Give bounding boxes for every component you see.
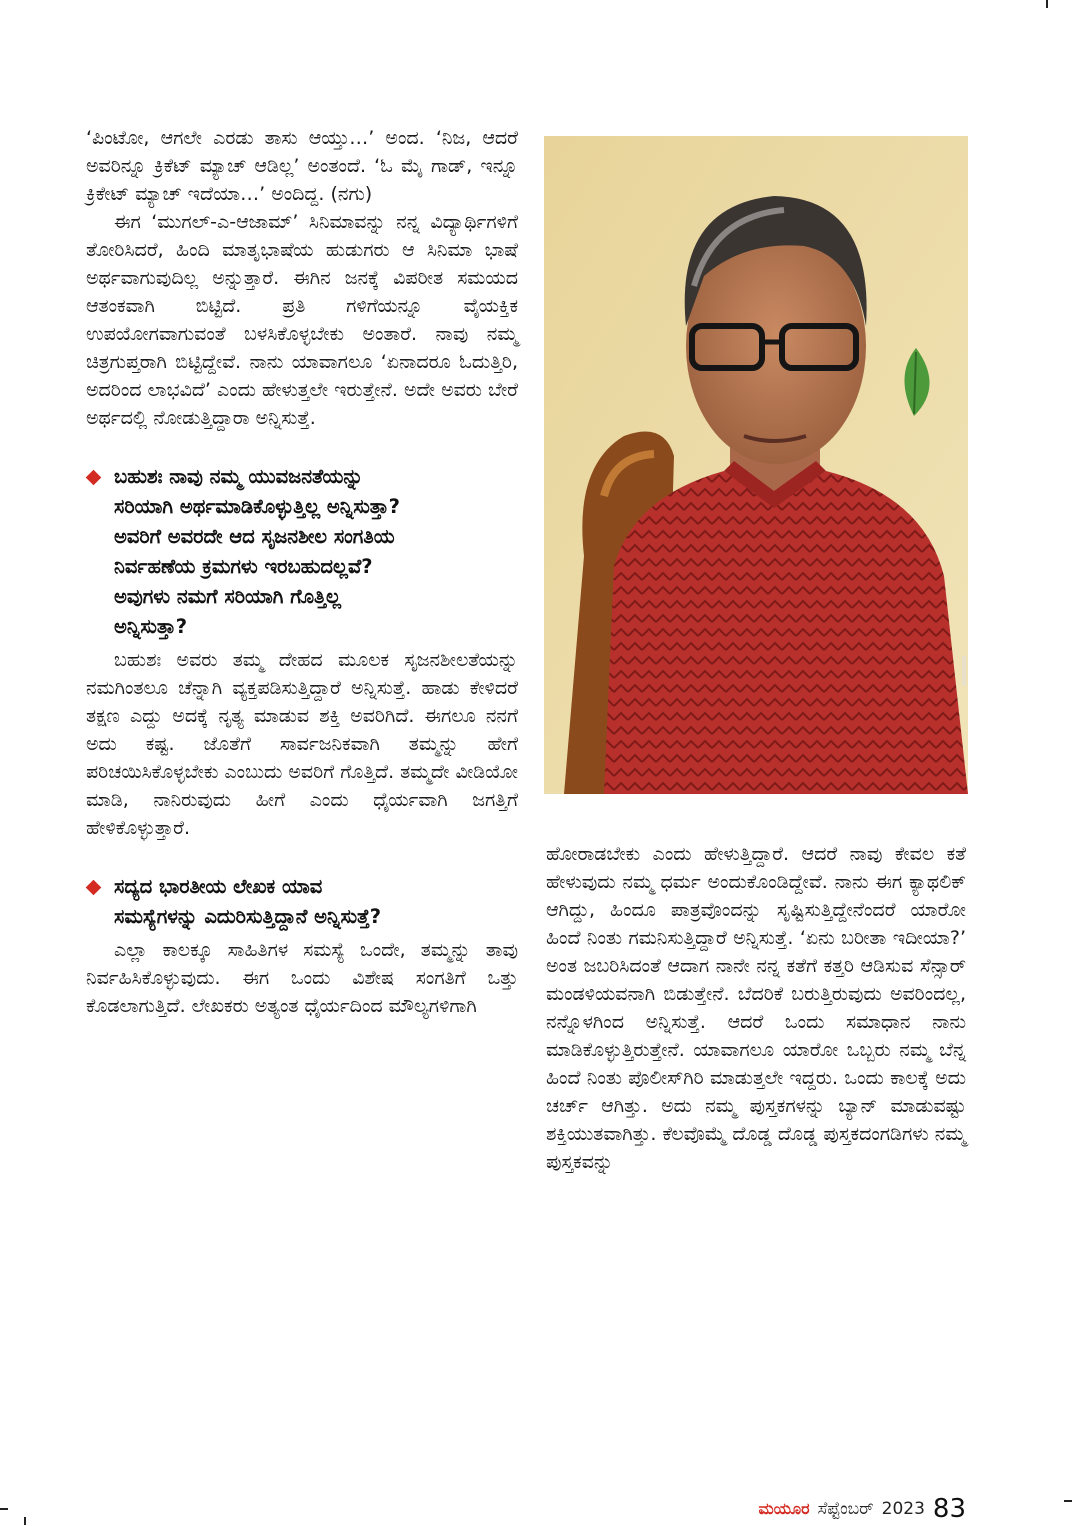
paragraph: ‘ಪಿಂಟೋ, ಆಗಲೇ ಎರಡು ತಾಸು ಆಯ್ತು…’ ಅಂದ. ‘ನಿಜ, ಆದರೆ ಅವರಿನ್ನೂ ಕ್ರಿಕೆಟ್ ಮ್ಯಾಚ್ ಆಡಿಲ್ಲ’ ಅಂತಂದೆ. ‘ಓ ಮೈ ಗಾಡ್, ಇನ್ನೂ ಕ್ರಿಕೇಟ್ ಮ್ಯಾಚ್ ಇದೆಯಾ…’ ಅಂದಿದ್ದ. (ನಗು) [86,127,518,205]
question-line: ಅನ್ನಿಸುತ್ತಾ? [114,615,188,638]
crop-mark [1064,1500,1072,1502]
answer-paragraph [86,646,518,842]
intro-paragraphs [86,124,518,432]
answer-paragraph [86,936,518,1020]
author-photo [544,136,968,794]
question-block [86,462,518,642]
diamond-bullet-icon [86,470,102,486]
question-line: ನಿರ್ವಹಣೆಯ ಕ್ರಮಗಳು ಇರಬಹುದಲ್ಲವೆ? [114,555,373,578]
question-line: ಸರಿಯಾಗಿ ಅರ್ಥಮಾಡಿಕೊಳ್ಳುತ್ತಿಲ್ಲ ಅನ್ನಿಸುತ್ತಾ? [114,495,400,518]
page-footer [730,1492,966,1526]
paragraph: ಹೋರಾಡಬೇಕು ಎಂದು ಹೇಳುತ್ತಿದ್ದಾರೆ. ಆದರೆ ನಾವು ಕೇವಲ ಕತೆ ಹೇಳುವುದು ನಮ್ಮ ಧರ್ಮ ಅಂದುಕೊಂಡಿದ್ದೇವೆ. ನಾನು ಈಗ ಕ್ಯಾಥಲಿಕ್ ಆಗಿದ್ದು, ಹಿಂದೂ ಪಾತ್ರವೊಂದನ್ನು ಸೃಷ್ಟಿಸುತ್ತಿದ್ದೇನೆಂದರೆ ಯಾರೋ ಹಿಂದೆ ನಿಂತು ಗಮನಿಸುತ್ತಿದ್ದಾರೆ ಅನ್ನಿಸುತ್ತೆ. ‘ಏನು ಬರೀತಾ ಇದೀಯಾ?’ ಅಂತ ಜಬರಿಸಿದಂತೆ ಆದಾಗ ನಾನೇ ನನ್ನ ಕತೆಗೆ ಕತ್ತರಿ ಆಡಿಸುವ ಸೆನ್ಸಾರ್ ಮಂಡಳಿಯವನಾಗಿ ಬಿಡುತ್ತೇನೆ. ಬೆದರಿಕೆ ಬರುತ್ತಿರುವುದು ಅವರಿಂದಲ್ಲ, ನನ್ನೊಳಗಿಂದ ಅನ್ನಿಸುತ್ತೆ. ಆದರೆ ಒಂದು ಸಮಾಧಾನ ನಾನು ಮಾಡಿಕೊಳ್ಳುತ್ತಿರುತ್ತೇನೆ. ಯಾವಾಗಲೂ ಯಾರೋ ಒಬ್ಬರು ನಮ್ಮ ಬೆನ್ನ ಹಿಂದೆ ನಿಂತು ಪೊಲೀಸ್‌ಗಿರಿ ಮಾಡುತ್ತಲೇ ಇದ್ದರು. ಒಂದು ಕಾಲಕ್ಕೆ ಅದು ಚರ್ಚ್ ಆಗಿತ್ತು. ಅದು ನಮ್ಮ ಪುಸ್ತಕಗಳನ್ನು ಬ್ಯಾನ್ ಮಾಡುವಷ್ಟು ಶಕ್ತಿಯುತವಾಗಿತ್ತು. ಕೆಲವೊಮ್ಮೆ ದೊಡ್ಡ ದೊಡ್ಡ ಪುಸ್ತಕದಂಗಡಿಗಳು ನಮ್ಮ ಪುಸ್ತಕವನ್ನು [546,843,966,1173]
crop-mark [0,1508,8,1510]
issue-month: ಸೆಪ್ಟೆಂಬರ್ [817,1499,874,1519]
diamond-bullet-icon [86,880,102,896]
paragraph: ಎಲ್ಲಾ ಕಾಲಕ್ಕೂ ಸಾಹಿತಿಗಳ ಸಮಸ್ಯೆ ಒಂದೇ, ತಮ್ಮನ್ನು ತಾವು ನಿರ್ವಹಿಸಿಕೊಳ್ಳುವುದು. ಈಗ ಒಂದು ವಿಶೇಷ ಸಂಗತಿಗೆ ಒತ್ತು ಕೊಡಲಾಗುತ್ತಿದೆ. ಲೇಖಕರು ಅತ್ಯಂತ ಧೈರ್ಯದಿಂದ ಮೌಲ್ಯಗಳಿಗಾಗಿ [86,939,518,1017]
magazine-brand: ಮಯೂರ [758,1499,810,1518]
question-line: ಸಮಸ್ಯೆಗಳನ್ನು ಎದುರಿಸುತ್ತಿದ್ದಾನೆ ಅನ್ನಿಸುತ್ತೆ? [114,905,382,928]
question-line: ಸದ್ಯದ ಭಾರತೀಯ ಲೇಖಕ ಯಾವ [114,875,323,898]
page-number: 83 [932,1494,966,1524]
question-line: ಅವರಿಗೆ ಅವರದೇ ಆದ ಸೃಜನಶೀಲ ಸಂಗತಿಯ [114,525,395,548]
paragraph: ಈಗ ‘ಮುಗಲ್-ಎ-ಆಜಾಮ್’ ಸಿನಿಮಾವನ್ನು ನನ್ನ ವಿದ್ಯಾರ್ಥಿಗಳಿಗೆ ತೋರಿಸಿದರೆ, ಹಿಂದಿ ಮಾತೃಭಾಷೆಯ ಹುಡುಗರು ಆ ಸಿನಿಮಾ ಭಾಷೆ ಅರ್ಥವಾಗುವುದಿಲ್ಲ ಅನ್ನುತ್ತಾರೆ. ಈಗಿನ ಜನಕ್ಕೆ ವಿಪರೀತ ಸಮಯದ ಆತಂಕವಾಗಿ ಬಿಟ್ಟಿದೆ. ಪ್ರತಿ ಗಳಿಗೆಯನ್ನೂ ವೈಯಕ್ತಿಕ ಉಪಯೋಗವಾಗುವಂತೆ ಬಳಸಿಕೊಳ್ಳಬೇಕು ಅಂತಾರೆ. ನಾವು ನಮ್ಮ ಚಿತ್ರಗುಪ್ತರಾಗಿ ಬಿಟ್ಟಿದ್ದೇವೆ. ನಾನು ಯಾವಾಗಲೂ ‘ಏನಾದರೂ ಓದುತ್ತಿರಿ, ಅದರಿಂದ ಲಾಭವಿದೆ’ ಎಂದು ಹೇಳುತ್ತಲೇ ಇರುತ್ತೇನೆ. ಅದೇ ಅವರು ಬೇರೆ ಅರ್ಥದಲ್ಲಿ ನೋಡುತ್ತಿದ್ದಾರಾ ಅನ್ನಿಸುತ್ತೆ. [86,211,518,429]
issue-year: 2023 [881,1499,925,1519]
crop-mark [1046,0,1048,8]
right-column [546,840,966,1176]
question-line: ಅವುಗಳು ನಮಗೆ ಸರಿಯಾಗಿ ಗೊತ್ತಿಲ್ಲ [114,585,341,608]
paragraph: ಬಹುಶಃ ಅವರು ತಮ್ಮ ದೇಹದ ಮೂಲಕ ಸೃಜನಶೀಲತೆಯನ್ನು ನಮಗಿಂತಲೂ ಚೆನ್ನಾಗಿ ವ್ಯಕ್ತಪಡಿಸುತ್ತಿದ್ದಾರೆ ಅನ್ನಿಸುತ್ತೆ. ಹಾಡು ಕೇಳಿದರೆ ತಕ್ಷಣ ಎದ್ದು ಅದಕ್ಕೆ ನೃತ್ಯ ಮಾಡುವ ಶಕ್ತಿ ಅವರಿಗಿದೆ. ಈಗಲೂ ನನಗೆ ಅದು ಕಷ್ಟ. ಜೊತೆಗೆ ಸಾರ್ವಜನಿಕವಾಗಿ ತಮ್ಮನ್ನು ಹೇಗೆ ಪರಿಚಯಿಸಿಕೊಳ್ಳಬೇಕು ಎಂಬುದು ಅವರಿಗೆ ಗೊತ್ತಿದೆ. ತಮ್ಮದೇ ವೀಡಿಯೋ ಮಾಡಿ, ನಾನಿರುವುದು ಹೀಗೆ ಎಂದು ಧೈರ್ಯವಾಗಿ ಜಗತ್ತಿಗೆ ಹೇಳಿಕೊಳ್ಳುತ್ತಾರೆ. [86,649,518,839]
question-block [86,872,518,932]
question-line: ಬಹುಶಃ ನಾವು ನಮ್ಮ ಯುವಜನತೆಯನ್ನು [114,465,364,488]
crop-mark [24,1517,26,1525]
left-column [86,124,518,1020]
